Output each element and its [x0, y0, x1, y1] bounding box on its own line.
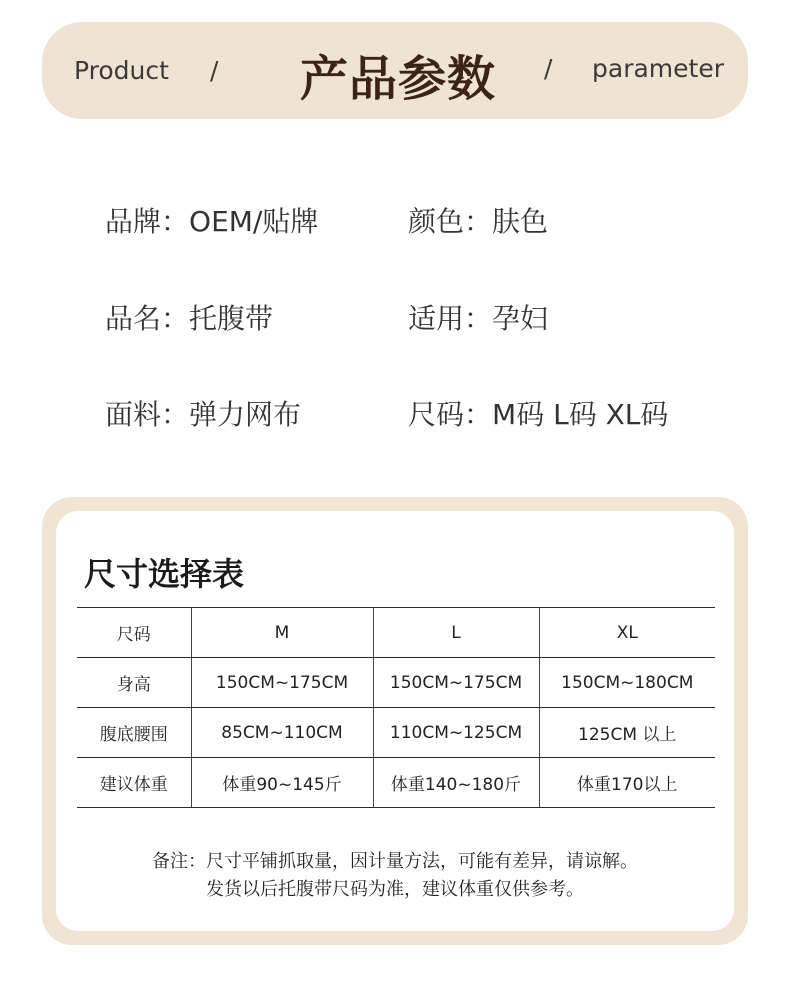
- spec-material: [105, 393, 301, 433]
- spec-color-value: 肤色: [492, 205, 549, 238]
- table-cell: 建议体重: [77, 758, 191, 808]
- table-row: [77, 758, 715, 808]
- spec-color: [408, 200, 548, 240]
- size-chart-note: [42, 848, 748, 904]
- header-parameter-label: parameter: [592, 54, 724, 83]
- note-line-2: 发货以后托腹带尺码为准，建议体重仅供参考。: [206, 879, 584, 900]
- spec-usage-sep: ：: [464, 302, 493, 335]
- table-cell: 身高: [77, 658, 191, 708]
- table-header-cell: L: [373, 608, 539, 658]
- table-cell: 150CM~175CM: [373, 658, 539, 708]
- spec-color-label: 颜色: [408, 205, 465, 238]
- spec-brand-label: 品牌: [105, 205, 162, 238]
- table-cell: 体重90~145斤: [191, 758, 373, 808]
- table-header-cell: 尺码: [77, 608, 191, 658]
- spec-sizes-sep: ：: [464, 398, 493, 431]
- spec-name-label: 品名: [105, 302, 162, 335]
- table-header-cell: M: [191, 608, 373, 658]
- spec-material-sep: ：: [161, 398, 190, 431]
- header-title: 产品参数: [300, 51, 497, 107]
- spec-sizes: [408, 393, 668, 433]
- spec-color-sep: ：: [464, 205, 493, 238]
- size-chart-title: 尺寸选择表: [84, 555, 245, 593]
- table-cell: 125CM 以上: [539, 708, 715, 758]
- table-cell: 85CM~110CM: [191, 708, 373, 758]
- spec-sizes-label: 尺码: [408, 398, 465, 431]
- table-row: [77, 708, 715, 758]
- note-line-1: 备注：尺寸平铺抓取量，因计量方法，可能有差异，请谅解。: [152, 851, 638, 872]
- spec-usage-value: 孕妇: [492, 302, 549, 335]
- header-banner: [42, 22, 748, 119]
- size-table: [77, 607, 715, 808]
- spec-usage-label: 适用: [408, 302, 465, 335]
- header-slash-left: /: [210, 56, 219, 85]
- table-row: [77, 658, 715, 708]
- table-cell: 150CM~180CM: [539, 658, 715, 708]
- spec-name-value: 托腹带: [189, 302, 274, 335]
- header-slash-right: /: [544, 54, 553, 83]
- spec-sizes-value: M码 L码 XL码: [492, 398, 669, 431]
- table-cell: 体重170以上: [539, 758, 715, 808]
- spec-brand-sep: ：: [161, 205, 190, 238]
- spec-name-sep: ：: [161, 302, 190, 335]
- table-cell: 腹底腰围: [77, 708, 191, 758]
- table-cell: 150CM~175CM: [191, 658, 373, 708]
- spec-brand-value: OEM/贴牌: [189, 205, 319, 238]
- table-cell: 体重140~180斤: [373, 758, 539, 808]
- spec-brand: [105, 200, 318, 240]
- table-header-cell: XL: [539, 608, 715, 658]
- header-product-label: Product: [74, 56, 169, 85]
- spec-material-label: 面料: [105, 398, 162, 431]
- spec-name: [105, 297, 273, 337]
- spec-material-value: 弹力网布: [189, 398, 302, 431]
- table-cell: 110CM~125CM: [373, 708, 539, 758]
- spec-usage: [408, 297, 548, 337]
- table-header-row: [77, 608, 715, 658]
